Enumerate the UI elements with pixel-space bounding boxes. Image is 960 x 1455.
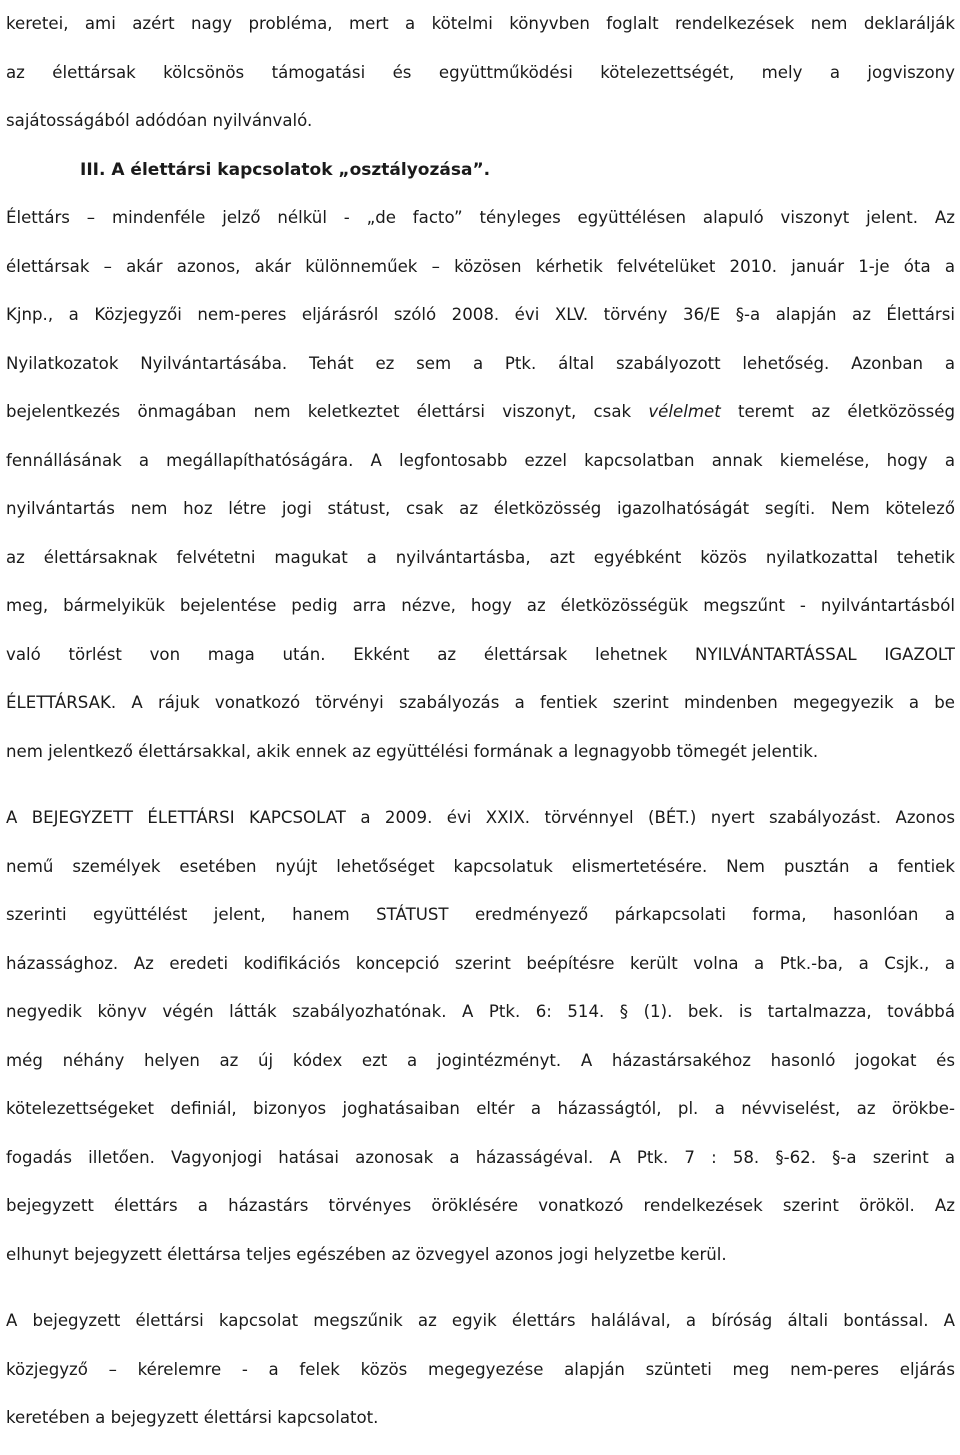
text-line: nemű személyek esetében nyújt lehetőséget kapcsolatuk elismertetésére. Nem pusztán a fentiek [6,856,955,876]
text-line: Élettárs – mindenféle jelző nélkül - „de facto” tényleges együttélésen alapuló viszonyt jelent. Az [6,208,955,227]
text-line: az élettársaknak felvétetni magukat a nyilvántartásba, azt egyébként közös nyilatkozattal tehetik [6,547,955,567]
text-line: negyedik könyv végén látták szabályozhatónak. A Ptk. 6: 514. § (1). bek. is tartalmazza, továbbá [6,1002,955,1021]
text-line: bejelentkezés önmagában nem keletkeztet élettársi viszonyt, csak vélelmet teremt az életközösség [6,402,955,421]
text-line: szerinti együttélést jelent, hanem STÁTUST eredményező párkapcsolati forma, hasonlóan a [6,905,955,924]
text-line: A BEJEGYZETT ÉLETTÁRSI KAPCSOLAT a 2009. évi XXIX. törvénnyel (BÉT.) nyert szabályozást. Azonos [6,808,955,827]
text-line: az élettársak kölcsönös támogatási és együttműködési kötelezettségét, mely a jogviszony [6,62,955,82]
text-line: fogadás illetően. Vagyonjogi hatásai azonosak a házasságéval. A Ptk. 7 : 58. §-62. §-a szerint a [6,1147,955,1167]
text-line: nyilvántartás nem hoz létre jogi státust, csak az életközösség igazolhatóságát segíti. Nem kötelező [6,499,955,518]
text-line: kötelezettségeket definiál, bizonyos joghatásaiban eltér a házasságtól, pl. a névviselést, az örökbe- [6,1099,955,1118]
text-line: való törlést von maga után. Ekként az élettársak lehetnek NYILVÁNTARTÁSSAL IGAZOLT [6,644,955,664]
text-line: házassághoz. Az eredeti kodifikációs koncepció szerint beépítésre került volna a Ptk.-ba, a Csjk., a [6,953,955,973]
text-line: közjegyző – kérelemre - a felek közös megegyezése alapján szünteti meg nem-peres eljárás [6,1359,955,1379]
text-line: fennállásának a megállapíthatóságára. A legfontosabb ezzel kapcsolatban annak kiemelése, hogy a [6,450,955,470]
paragraph-gap [6,1279,955,1297]
text-line: keretei, ami azért nagy probléma, mert a kötelmi könyvben foglalt rendelkezések nem deklarálják [6,14,955,33]
text-line: Kjnp., a Közjegyzői nem-peres eljárásról szóló 2008. évi XLV. törvény 36/E §-a alapján az Élettársi [6,305,955,324]
text-line: sajátosságából adódóan nyilvánvaló. [6,111,313,130]
text-line: még néhány helyen az új kódex ezt a jogintézményt. A házastársakéhoz hasonló jogokat és [6,1050,955,1070]
text-line: A bejegyzett élettársi kapcsolat megszűnik az egyik élettárs halálával, a bíróság általi bontással. A [6,1311,955,1330]
text-line: keretében a bejegyzett élettársi kapcsolatot. [6,1408,379,1427]
text-line: Nyilatkozatok Nyilvántartásába. Tehát ez sem a Ptk. által szabályozott lehetőség. Azonban a [6,353,955,373]
text-line: bejegyzett élettárs a házastárs törvényes öröklésére vonatkozó rendelkezések szerint örököl. Az [6,1196,955,1215]
section-heading: III. A élettársi kapcsolatok „osztályozása”. [80,159,491,180]
emphasized-word: vélelmet [648,402,721,421]
text-line: meg, bármelyikük bejelentése pedig arra nézve, hogy az életközösségük megszűnt - nyilvántartásból [6,596,955,615]
paragraph-gap [6,776,955,794]
document-page [6,0,955,1443]
text-line: nem jelentkező élettársakkal, akik ennek az együttélési formának a legnagyobb tömegét jelentik. [6,741,819,761]
text-line: ÉLETTÁRSAK. A rájuk vonatkozó törvényi szabályozás a fentiek szerint mindenben megegyezik a be [6,693,955,712]
text-line: elhunyt bejegyzett élettársa teljes egészében az özvegyel azonos jogi helyzetbe kerül. [6,1244,727,1264]
text-line: élettársak – akár azonos, akár különneműek – közösen kérhetik felvételüket 2010. január 1-je óta a [6,256,955,276]
